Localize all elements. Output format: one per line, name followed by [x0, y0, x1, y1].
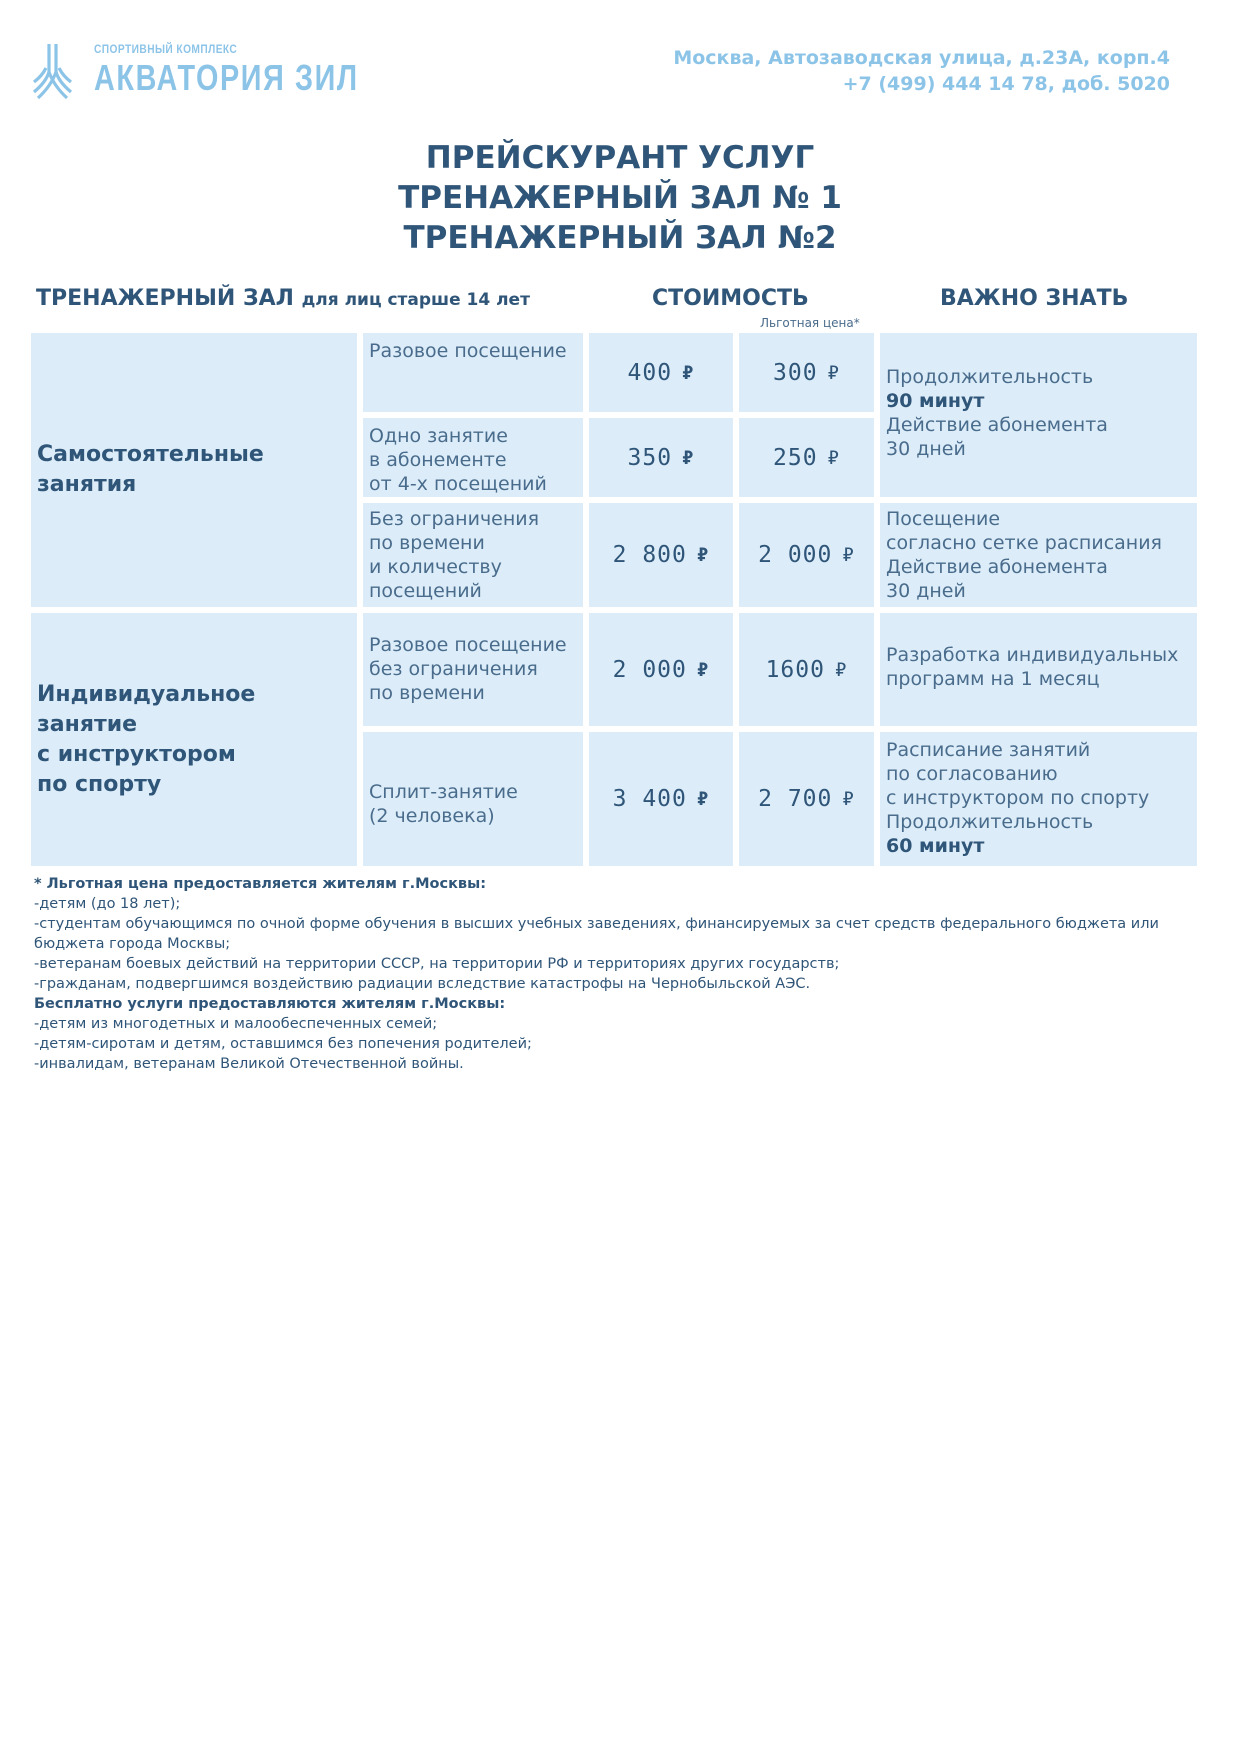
ruble-icon: ₽	[827, 361, 840, 384]
service-line: по времени	[369, 682, 485, 704]
info-line: Расписание занятий	[886, 739, 1091, 761]
note-item: -детям из многодетных и малообеспеченных семей;	[34, 1016, 438, 1032]
info-bold: 60 минут	[886, 835, 985, 857]
info-line: согласно сетке расписания	[886, 532, 1162, 554]
note-item: -инвалидам, ветеранам Великой Отечественной войны.	[34, 1056, 464, 1072]
info-line: программ на 1 месяц	[886, 668, 1100, 690]
logo	[32, 42, 359, 100]
info-cell	[880, 503, 1197, 607]
note-item: -детям (до 18 лет);	[34, 896, 181, 912]
header-discount: Льготная цена*	[760, 316, 860, 330]
discount-price-cell	[739, 613, 874, 726]
service-line: Без ограничения	[369, 508, 540, 530]
ruble-icon: ₽	[696, 658, 710, 681]
info-cell	[880, 613, 1197, 726]
info-line: с инструктором по спорту	[886, 787, 1150, 809]
note-item: -гражданам, подвергшимся воздействию радиации вследствие катастрофы на Чернобыльской АЭС.	[34, 976, 811, 992]
info-line: Действие абонемента	[886, 556, 1108, 578]
category-line: Самостоятельные	[37, 442, 264, 467]
category-line: по спорту	[37, 771, 162, 797]
info-line: 30 дней	[886, 438, 966, 460]
category-line: занятия	[37, 472, 137, 497]
service-line: и количеству	[369, 556, 502, 578]
ruble-icon: ₽	[842, 544, 855, 566]
price-cell	[589, 732, 733, 866]
category-line: занятие	[37, 711, 138, 737]
discount-price-value: 300	[773, 359, 818, 386]
service-cell	[363, 732, 583, 866]
info-cell	[880, 732, 1197, 866]
service-line: Разовое посещение	[369, 340, 567, 362]
info-line: по согласованию	[886, 763, 1058, 785]
info-line: Продолжительность	[886, 811, 1094, 833]
discount-price-value: 1600	[765, 656, 825, 683]
header-gym	[36, 286, 530, 311]
info-line: Посещение	[886, 508, 1001, 530]
discount-price-cell	[739, 333, 874, 412]
ruble-icon: ₽	[696, 788, 710, 810]
logo-emblem-icon	[32, 42, 88, 100]
ruble-icon: ₽	[842, 788, 855, 810]
category-self-training	[31, 333, 357, 607]
service-line: без ограничения	[369, 658, 538, 680]
price-value: 350	[627, 444, 673, 471]
free-note-title: Бесплатно услуги предоставляются жителям г.Москвы:	[34, 996, 506, 1012]
ruble-icon: ₽	[827, 446, 840, 469]
page-title	[0, 138, 1240, 258]
discount-price-value: 250	[773, 444, 818, 471]
service-line: Сплит-занятие	[369, 781, 518, 803]
header-info: ВАЖНО ЗНАТЬ	[940, 286, 1129, 311]
discount-note-title: * Льготная цена предоставляется жителям г.Москвы:	[34, 876, 487, 892]
price-cell	[589, 333, 733, 412]
service-line: от 4-х посещений	[369, 473, 547, 495]
discount-price-value: 2 700	[758, 786, 833, 812]
discount-price-value: 2 000	[758, 542, 833, 568]
service-cell	[363, 503, 583, 607]
phone[interactable]: +7 (499) 444 14 78, доб. 5020	[842, 73, 1170, 95]
price-cell	[589, 418, 733, 497]
category-line: Индивидуальное	[37, 681, 256, 707]
ruble-icon: ₽	[682, 361, 695, 384]
note-item: -детям-сиротам и детям, оставшимся без попечения родителей;	[34, 1036, 532, 1052]
price-value: 2 800	[612, 542, 687, 568]
logo-subtitle: СПОРТИВНЫЙ КОМПЛЕКС	[94, 42, 238, 56]
service-cell	[363, 613, 583, 726]
category-individual-training	[31, 613, 357, 866]
title-line: ТРЕНАЖЕРНЫЙ ЗАЛ №2	[403, 220, 837, 256]
service-line: Разовое посещение	[369, 634, 567, 656]
service-cell	[363, 418, 583, 497]
price-cell	[589, 613, 733, 726]
ruble-icon: ₽	[682, 446, 695, 469]
info-bold: 90 минут	[886, 390, 985, 412]
price-value: 400	[627, 359, 673, 386]
service-line: в абонементе	[369, 449, 507, 471]
price-value: 2 000	[612, 656, 687, 683]
note-item: -студентам обучающимся по очной форме обучения в высших учебных заведениях, финансируемых за счет средств федерального бюджета или бюджета города Москвы;	[34, 916, 1159, 952]
title-line: ПРЕЙСКУРАНТ УСЛУГ	[425, 140, 815, 176]
service-line: посещений	[369, 580, 482, 602]
info-line: Действие абонемента	[886, 414, 1108, 436]
discount-price-cell	[739, 418, 874, 497]
ruble-icon: ₽	[834, 658, 848, 681]
category-line: с инструктором	[37, 741, 236, 767]
info-line: Разработка индивидуальных	[886, 644, 1179, 666]
ruble-icon: ₽	[696, 544, 710, 566]
header-gym-label: ТРЕНАЖЕРНЫЙ ЗАЛ	[36, 286, 294, 311]
info-line: Продолжительность	[886, 366, 1094, 388]
info-line: 30 дней	[886, 580, 966, 602]
note-item: -ветеранам боевых действий на территории СССР, на территории РФ и территориях других государств;	[34, 956, 840, 972]
price-cell	[589, 503, 733, 607]
header-cost: СТОИМОСТЬ	[652, 286, 809, 311]
service-cell	[363, 333, 583, 412]
header-gym-age: для лиц старше 14 лет	[301, 290, 530, 310]
title-line: ТРЕНАЖЕРНЫЙ ЗАЛ № 1	[398, 180, 842, 216]
discount-price-cell	[739, 503, 874, 607]
service-line: Одно занятие	[369, 425, 508, 447]
price-value: 3 400	[612, 786, 687, 812]
contact-block	[673, 45, 1170, 97]
service-line: (2 человека)	[369, 805, 495, 827]
service-line: по времени	[369, 532, 485, 554]
discount-price-cell	[739, 732, 874, 866]
address: Москва, Автозаводская улица, д.23А, корп.4	[673, 47, 1170, 69]
info-cell	[880, 333, 1197, 497]
footnotes	[34, 874, 1214, 1074]
logo-name: АКВАТОРИЯ ЗИЛ	[94, 57, 359, 98]
